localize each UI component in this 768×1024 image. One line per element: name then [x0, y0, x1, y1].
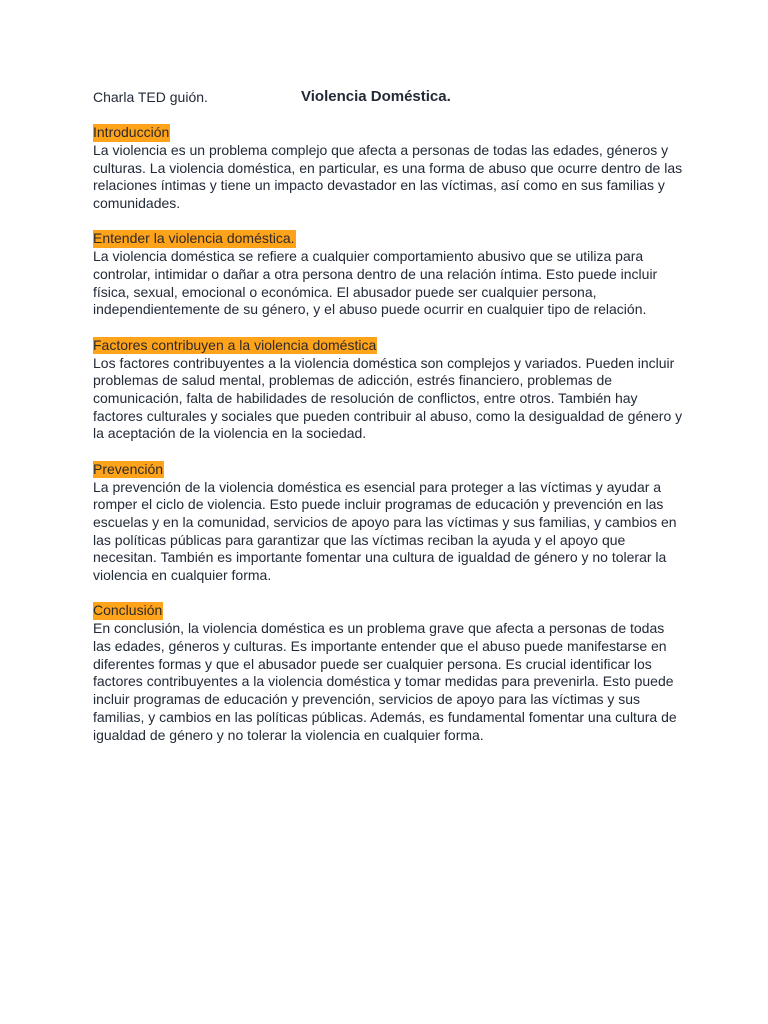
- document-header: [93, 86, 693, 108]
- section-factores: [93, 337, 683, 444]
- document-label: Charla TED guión.: [93, 89, 208, 105]
- section-heading: Factores contribuyen a la violencia doméstica: [93, 336, 377, 353]
- document-content: [93, 124, 683, 762]
- section-heading: Prevención: [93, 460, 164, 477]
- section-heading: Entender la violencia doméstica.: [93, 230, 295, 247]
- section-entender: [93, 230, 683, 319]
- section-paragraph: La violencia doméstica se refiere a cualquier comportamiento abusivo que se utiliza para controlar, intimidar o dañar a otra persona dentro de una relación íntima. Esto puede incluir física, sexual, emocional o económica. El abusador puede ser cualquier persona, independientemente de su género, y el abuso puede ocurrir en cualquier tipo de relación.: [93, 248, 658, 318]
- section-heading: Conclusión: [93, 602, 163, 619]
- section-paragraph: La violencia es un problema complejo que afecta a personas de todas las edades, géneros y culturas. La violencia doméstica, en particular, es una forma de abuso que ocurre dentro de las relaciones íntimas y tiene un impacto devastador en las víctimas, así como en sus familias y comunidades.: [93, 142, 683, 212]
- section-introduccion: [93, 124, 683, 213]
- section-paragraph: La prevención de la violencia doméstica es esencial para proteger a las víctimas y ayudar a romper el ciclo de violencia. Esto puede incluir programas de educación y prevención en las escuelas y en la comunidad, servicios de apoyo para las víctimas y sus familias, y cambios en las políticas públicas para garantizar que las víctimas reciban la ayuda y el apoyo que necesitan. También es importante fomentar una cultura de igualdad de género y no tolerar la violencia en cualquier forma.: [93, 478, 677, 584]
- section-paragraph: En conclusión, la violencia doméstica es un problema grave que afecta a personas de todas las edades, géneros y culturas. Es importante entender que el abuso puede manifestarse en diferentes formas y que el abusador puede ser cualquier persona. Es crucial identificar los factores contribuyentes a la violencia doméstica y tomar medidas para prevenirla. Esto puede incluir programas de educación y prevención, servicios de apoyo para las víctimas y sus familias, y cambios en las políticas públicas. Además, es fundamental fomentar una cultura de igualdad de género y no tolerar la violencia en cualquier forma.: [93, 620, 677, 743]
- section-heading: Introducción: [93, 124, 170, 140]
- section-conclusion: [93, 602, 683, 744]
- section-prevencion: [93, 461, 683, 585]
- section-paragraph: Los factores contribuyentes a la violencia doméstica son complejos y variados. Pueden incluir problemas de salud mental, problemas de adicción, estrés financiero, problemas de comunicación, falta de habilidades de resolución de conflictos, entre otros. También hay factores culturales y sociales que pueden contribuir al abuso, como la desigualdad de género y la aceptación de la violencia en la sociedad.: [93, 354, 683, 442]
- document-title: Violencia Doméstica.: [301, 88, 451, 105]
